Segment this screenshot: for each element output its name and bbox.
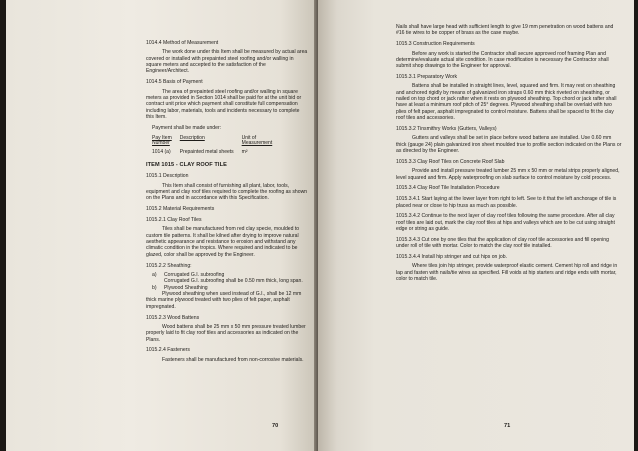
payment-intro: Payment shall be made under: <box>152 124 222 131</box>
paragraph-1015-3-4-3: 1015.3.4.3 Cut one by one tiles that the application of clay roof tile accessories and fill opening under roll of tile with mortar. Color to match the clay roof tile installed. <box>396 236 609 250</box>
pay-item-unit: m² <box>241 149 248 156</box>
heading-1015-3: 1015.3 Construction Requirements <box>396 41 475 48</box>
option-b-label: b) <box>152 284 157 291</box>
paragraph-1015-2-1: Tiles shall be manufactured from red clay specie, moulded to custom tile patterns. It shall be kilned after drying to improve natural aesthetic appearance and resistance to erosion and withstand any climatic condition in the tropics. Where required and indicated to be glazed, color shall be approved by the Engineer. <box>146 226 300 258</box>
paragraph-1015-3-4-4: Where tiles join hip stringer, provide waterproof elastic cement. Cement hip roll and ridge in lap and fasten with nails/tie wires as specified. Fill voids at hip starters and ridge ends with mortar, color to match tile. <box>396 263 618 283</box>
paragraph-1015-1: This Item shall consist of furnishing all plant, labor, tools, equipment and clay roof tiles required to complete the roofing as shown on the Plans and in accordance with this Specification. <box>146 182 308 202</box>
paragraph-1015-2-4: Fasteners shall be manufactured from non-corrosive materials. <box>162 356 304 363</box>
table-row <box>152 147 280 156</box>
heading-1015-3-2: 1015.3.2 Tinsmithry Works (Gutters, Valleys) <box>396 125 497 132</box>
heading-1015-1: 1015.1 Description <box>146 173 189 180</box>
unit-col-header: Unit of <box>241 134 257 141</box>
heading-1015-2-3: 1015.2.3 Wood Battens <box>146 314 200 321</box>
paragraph-1015-3: Before any work is started the Contractor shall secure approved roof framing Plan and determine/evaluate actual site condition. In case modification is necessary the Contractor shall submit shop drawings to the Engineer for approval. <box>396 50 609 70</box>
heading-1015-3-3: 1015.3.3 Clay Roof Tiles on Concrete Roof Slab <box>396 158 505 165</box>
item-1015-title: ITEM 1015 - CLAY ROOF TILE <box>146 162 227 169</box>
paragraph-nails: Nails shall have large head with sufficient length to give 19 mm penetration on wood battens and #16 tie wires to be copper of brass as the case maybe. <box>396 24 614 37</box>
heading-1015-2-1: 1015.2.1 Clay Roof Tiles <box>146 217 202 224</box>
heading-1015-3-4-4: 1015.3.4.4 Install hip stringer and cut hips on job. <box>396 254 508 261</box>
paragraph-1014-5: The area of prepainted steel roofing and/or walling in square meters as provided in Section 1014 shall be paid for at the unit bid or contract unit price which payment shall constitute full compensation including labor, materials, tools and incidents necessary to complete this Item. <box>146 88 302 120</box>
paragraph-1015-3-4-2: 1015.3.4.2 Continue to the next layer of clay roof tiles following the same procedure. After all clay roof tiles are laid out, mark the clay roof tiles at hips and valleys which are to be cut using straight edge or string as guide. <box>396 213 615 233</box>
option-a-detail: Corrugated G.I. subroofing shall be 0.50 mm thick, long span. <box>164 278 303 285</box>
paragraph-1014-4: The work done under this Item shall be measured by actual area covered or installed with prepainted steel roofing and/or walling in square meters and accepted to the satisfaction of the Engineer/Architect. <box>146 49 308 75</box>
pay-item-number: 1014 (a) <box>152 149 171 156</box>
option-b-detail: Plywood sheathing when used instead of G.I., shall be 12 mm thick marine plywood treated with two plies of felt paper, asphalt impregnated. <box>146 291 302 310</box>
heading-1015-2: 1015.2 Material Requirements <box>146 206 215 213</box>
heading-1015-3-4: 1015.3.4 Clay Roof Tile Installation Procedure <box>396 185 500 192</box>
heading-1015-2-4: 1015.2.4 Fasteners <box>146 347 190 354</box>
page-number-right: 71 <box>504 422 511 429</box>
paragraph-1015-3-1: Battens shall be installed in straight lines, level, squared and firm. It may rest on sheathing and anchored rigidly by means of galvanized iron straps 0.60 mm thick riveted on sheathing, or nailed on top chord or jack rafter when it rests on plywood sheathing. Top chord or jack rafter shall have at least a minimum roof pitch of 25° degrees. Plywood sheathing shall be overlaid with two plies of felt paper, asphalt impregnated to control moisture. Battens shall be spaced to fit the clay roof tiles and accessories. <box>396 83 617 122</box>
heading-1015-2-2: 1015.2.2 Sheathing: <box>146 262 192 269</box>
option-a-title: Corrugated G.I. subroofing <box>164 271 225 278</box>
heading-1014-4: 1014.4 Method of Measurement <box>146 40 219 46</box>
pay-table-header <box>152 136 280 148</box>
option-a-label: a) <box>152 271 157 278</box>
paragraph-1015-3-3: Provide and install pressure treated lumber 25 mm x 50 mm or metal strips properly aligned, level squared and firm. Apply waterproofing on slab surface to control moisture by cold process. <box>396 168 620 181</box>
right-page <box>318 0 634 451</box>
paragraph-1015-2-3: Wood battens shall be 25 mm x 50 mm pressure treated lumber properly laid to fit clay roof tiles and accessories as indicated on the Plans. <box>146 323 306 343</box>
page-number-left: 70 <box>272 422 279 429</box>
option-b-title: Plywood Sheathing <box>164 284 208 291</box>
pay-item-col-header: Pay Item <box>152 134 172 141</box>
pay-item-table <box>152 136 280 156</box>
pay-item-col-header-2: Number <box>152 140 170 147</box>
heading-1015-3-1: 1015.3.1 Preparatory Work <box>396 74 458 81</box>
pay-item-description: Prepainted metal sheets <box>179 149 234 156</box>
description-col-header: Description <box>179 134 205 141</box>
left-page <box>6 0 318 451</box>
book-edge-right <box>634 0 638 451</box>
heading-1014-5: 1014.5 Basis of Payment <box>146 79 203 86</box>
paragraph-1015-3-2: Gutters and valleys shall be set in place before wood battens are installed. Use 0.60 mm thick (gauge 24) plain galvanized iron sheet moulded true to profile section indicated on the Plans or as directed by the Engineer. <box>396 135 622 154</box>
unit-col-header-2: Measurement <box>241 140 273 147</box>
paragraph-1015-3-4-1: 1015.3.4.1 Start laying at the lower layer from right to left. See to it that the left anchorage of tile is placed near or close to hip truss as much as possible. <box>396 196 617 209</box>
